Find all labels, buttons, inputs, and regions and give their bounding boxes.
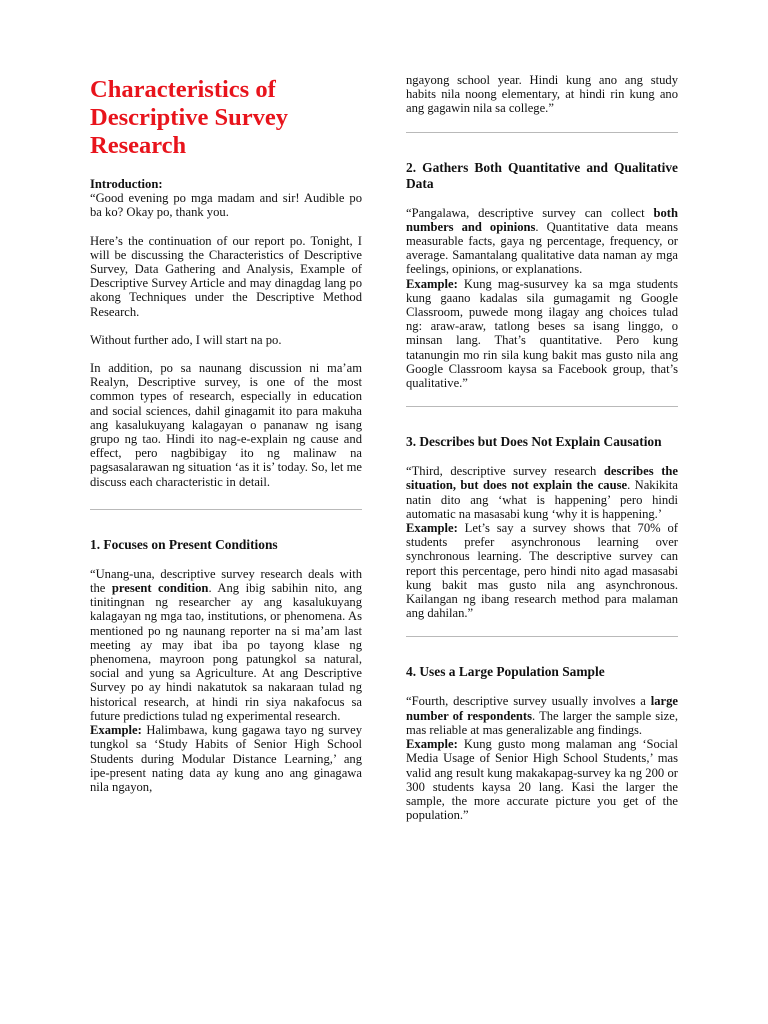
section-2-bold: both numbers and opinions bbox=[406, 205, 678, 234]
section-3-heading: 3. Describes but Does Not Explain Causation bbox=[406, 434, 662, 450]
title-line-3: Research bbox=[90, 132, 187, 159]
section-1-text-a: “Unang-una, descriptive survey research deals with the bbox=[90, 566, 362, 596]
section-divider bbox=[90, 509, 362, 510]
section-2-body bbox=[406, 206, 678, 391]
section-4-example-text: Kung gusto mong malaman ang ‘Social Media Usage of Senior High School Students,’ mas valid ang result kung makakapag-survey ka ng 200 or 300 students kaysa 20 lang. Kasi the larger the sample, the more accurate picture you get of the population.” bbox=[406, 737, 678, 823]
intro-continuation: Here’s the continuation of our report po. Tonight, I will be discussing the Characteristics of Descriptive Survey, Data Gathering and Analysis, Example of Descriptive Survey Article and may dinagdag lang po akong Techniques under the Descriptive Method Research. bbox=[90, 233, 362, 319]
section-1-continuation: ngayong school year. Hindi kung ano ang study habits nila noong elementary, at hindi rin kung ano ang gagawin nila sa college.” bbox=[406, 73, 678, 116]
section-1-text-b: . Ang ibig sabihin nito, ang tinitingnan ng researcher ay ang kasalukuyang kalagayan ng mga tao, institutions, or phenomena. As mentioned po ng naunang reporter na si ma’am last meeting ay may ibat iba po tayong klase ng phenomena, mayroon pong patungkol sa natural, social and yung sa Agriculture. At ang Descriptive Survey po ay hindi nakatutok sa nakaraan tulad ng historical research, at hindi rin siya nakafocus sa future predictions tulad ng experimental research. bbox=[90, 581, 362, 723]
section-2-example-label: Example: bbox=[406, 276, 458, 291]
section-3-example-label: Example: bbox=[406, 521, 458, 536]
section-1-example-label: Example: bbox=[90, 723, 142, 738]
section-3-bold: describes the situation, but does not explain the cause bbox=[406, 464, 678, 493]
section-2-example-text: Kung mag-susurvey ka sa mga students kung gaano kadalas sila gumagamit ng Google Classroom, puwede mong ilagay ang choices tulad ng: araw-araw, tatlong beses sa isang linggo, o minsan lang. That’s quantitative. Pero kung tatanungin mo rin sila kung bakit mas gusto nila ang Google Classroom kaysa sa Facebook group, that’s qualitative.” bbox=[406, 276, 678, 391]
intro-addition: In addition, po sa naunang discussion ni ma’am Realyn, Descriptive survey, is one of the most common types of research, especially in education and social sciences, dahil ginagamit ito para makuha ang kasalukuyang kalagayan o pananaw ng isang grupo ng tao. Hindi ito nag-e-explain ng cause and effect, pero nagbibigay ito ng malinaw na pagsasalarawan ng situation ‘as it is’ today. So, let me discuss each characteristic in detail. bbox=[90, 361, 362, 489]
section-1-heading: 1. Focuses on Present Conditions bbox=[90, 536, 278, 552]
right-column bbox=[406, 0, 678, 822]
section-divider bbox=[406, 132, 678, 133]
section-4-text-a: “Fourth, descriptive survey usually involves a bbox=[406, 694, 651, 709]
section-1-example-text: Halimbawa, kung gagawa tayo ng survey tungkol sa ‘Study Habits of Senior High School Students during Modular Distance Learning,’ ang ipe-present nating data ay kung ano ang ginagawa nila ngayon, bbox=[90, 723, 362, 794]
section-3-body bbox=[406, 464, 678, 620]
section-1-body bbox=[90, 567, 362, 794]
left-column bbox=[90, 0, 362, 794]
section-4-body bbox=[406, 694, 678, 822]
intro-start: Without further ado, I will start na po. bbox=[90, 332, 282, 347]
section-2-text-b: . Quantitative data means measurable facts, gaya ng percentage, frequency, or average. Samantalang qualitative data naman ay mga feelings, opinions, or explanations. bbox=[406, 219, 678, 277]
section-3-text-b: . Nakikita natin dito ang ‘what is happening’ pero hindi automatic na masasabi kung ‘why it is happening.’ bbox=[406, 478, 678, 521]
section-1-bold: present condition bbox=[111, 581, 209, 596]
section-2-heading: 2. Gathers Both Quantitative and Qualitative Data bbox=[406, 159, 678, 191]
section-4-bold: large number of respondents bbox=[406, 694, 678, 723]
section-divider bbox=[406, 406, 678, 407]
section-2-text-a: “Pangalawa, descriptive survey can collect bbox=[406, 205, 654, 220]
section-3-text-a: “Third, descriptive survey research bbox=[406, 464, 604, 479]
section-4-example-label: Example: bbox=[406, 737, 458, 752]
page-title bbox=[90, 76, 362, 160]
title-line-2: Descriptive Survey bbox=[90, 104, 288, 131]
section-3-example-text: Let’s say a survey shows that 70% of students prefer asynchronous learning over synchronous learning. The descriptive survey can report this percentage, pero hindi nito agad masasabi kung bakit mas gusto nila ang asynchronous. Kailangan ng ibang research method para malaman ang dahilan.” bbox=[406, 521, 678, 621]
intro-greeting: “Good evening po mga madam and sir! Audible po ba ko? Okay po, thank you. bbox=[90, 191, 362, 220]
introduction-label: Introduction: bbox=[90, 177, 163, 191]
title-line-1: Characteristics of bbox=[90, 76, 276, 103]
section-4-text-b: . The larger the sample size, mas reliable at mas generalizable ang findings. bbox=[406, 708, 679, 737]
section-4-heading: 4. Uses a Large Population Sample bbox=[406, 664, 605, 680]
section-divider bbox=[406, 636, 678, 637]
